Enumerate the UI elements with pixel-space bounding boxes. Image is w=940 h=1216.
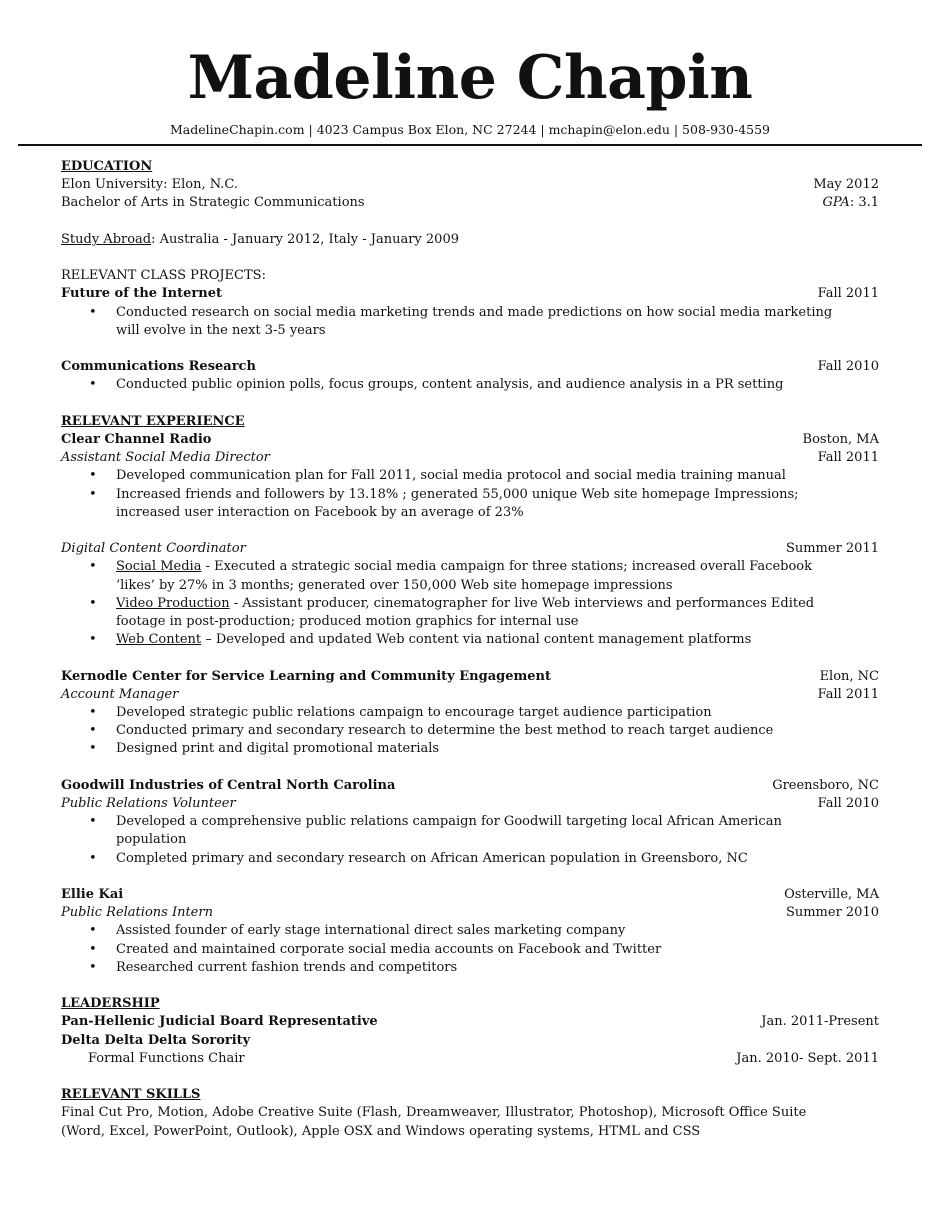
bullet-item: • Designed print and digital promotional materials [116,740,841,758]
leadership-row [61,1013,879,1031]
bullet-item: • Created and maintained corporate social media accounts on Facebook and Twitter [116,941,841,959]
job-role: Digital Content Coordinator [61,541,246,557]
job-role-row [61,904,879,922]
project-row [61,285,879,303]
education-heading: EDUCATION [61,159,153,174]
school-name: Elon University: Elon, N.C. [61,177,239,193]
leadership-row [61,1050,879,1068]
leadership-date: Jan. 2010- Sept. 2011 [736,1050,879,1066]
leadership-role: Pan-Hellenic Judicial Board Representative [61,1014,378,1030]
bullet-text: - Executed a strategic social media campaign for three stations; increased overall Facebook ‘likes’ by 27% in 3 months; generated over 150,000 Web site homepage impressions [116,559,812,593]
header-divider [18,144,922,146]
bullet-label: Social Media [116,559,202,575]
bullet-item [116,631,841,649]
gpa-label: GPA [822,195,850,211]
skills-heading: RELEVANT SKILLS [61,1087,201,1103]
job-role: Assistant Social Media Director [61,450,270,466]
job-org: Clear Channel Radio [61,431,212,447]
job-location: Greensboro, NC [772,777,879,793]
job-role: Account Manager [61,686,179,702]
job-role-row [61,686,879,704]
job-location: Elon, NC [819,668,879,684]
job-org: Goodwill Industries of Central North Carolina [61,777,396,793]
job-date: Summer 2011 [785,541,879,557]
education-section [61,158,879,395]
job-role: Public Relations Volunteer [61,796,236,811]
job-bullets [61,704,841,759]
leadership-heading: LEADERSHIP [61,996,160,1012]
skills-section [61,1086,879,1141]
bullet-item: • Developed communication plan for Fall 2011, social media protocol and social media training manual [116,467,841,485]
job-date: Summer 2010 [785,905,879,921]
job-bullets [61,467,841,522]
experience-section [61,413,879,977]
skills-text: Final Cut Pro, Motion, Adobe Creative Suite (Flash, Dreamweaver, Illustrator, Photoshop), Microsoft Office Suite (Word, Excel, PowerPoint, Outlook), Apple OSX and Windows operating systems, HTML and CSS [61,1105,807,1139]
bullet-item: • Increased friends and followers by 13.18% ; generated 55,000 unique Web site homepage Impressions; increased user interaction on Facebook by an average of 23% [116,486,841,522]
resume-name: Madeline Chapin [187,43,753,113]
job-role-row [61,449,879,467]
project-title: Future of the Internet [61,286,222,302]
project-date: Fall 2010 [817,359,879,375]
job-org-row [61,431,879,449]
bullet-item: • Assisted founder of early stage international direct sales marketing company [116,922,841,940]
bullet-item: • Researched current fashion trends and competitors [116,959,841,977]
gpa [822,194,879,212]
project-bullets [61,304,841,340]
contact-line: MadelineChapin.com | 4023 Campus Box Elon, NC 27244 | mchapin@elon.edu | 508-930-4559 [169,122,771,137]
project-title: Communications Research [61,359,256,375]
job-org-row [61,668,879,686]
study-abroad-value: : Australia - January 2012, Italy - January 2009 [151,231,459,247]
bullet-label: Web Content [116,632,202,648]
job-location: Osterville, MA [784,887,879,902]
gpa-value: : 3.1 [849,195,879,211]
job-date: Fall 2011 [817,450,879,466]
degree: Bachelor of Arts in Strategic Communications [61,195,365,211]
bullet-label: Video Production [116,595,230,611]
bullet-text: - Assistant producer, cinematographer for live Web interviews and performances Edited footage in post-production; produced motion graphics for internal use [116,595,815,629]
job-date: Fall 2010 [817,796,879,811]
bullet-item: • Completed primary and secondary research on African American population in Greensboro, NC [116,850,841,868]
job-location: Boston, MA [802,431,879,447]
leadership-org: Delta Delta Delta Sorority [61,1032,251,1048]
job-org-row [61,886,879,904]
job-org: Kernodle Center for Service Learning and Community Engagement [61,668,551,684]
project-bullets [61,376,841,394]
bullet-item: • Conducted research on social media marketing trends and made predictions on how social media marketing will evolve in the next 3-5 years [116,304,841,340]
experience-heading: RELEVANT EXPERIENCE [61,413,245,429]
job-role-row [61,540,879,558]
graduation-date: May 2012 [813,177,879,193]
projects-heading: RELEVANT CLASS PROJECTS: [61,268,266,284]
education-school-row [61,176,879,194]
leadership-section [61,995,879,1068]
bullet-item: • Conducted public opinion polls, focus groups, content analysis, and audience analysis in a PR setting [116,376,841,394]
project-row [61,358,879,376]
bullet-text: – Developed and updated Web content via national content management platforms [201,632,752,648]
job-date: Fall 2011 [817,686,879,702]
study-abroad [61,231,879,249]
bullet-item: • Developed a comprehensive public relations campaign for Goodwill targeting local African American population [116,813,841,849]
study-abroad-label: Study Abroad [61,231,152,247]
resume-body [61,158,879,1141]
job-bullets [61,813,841,868]
education-degree-row [61,194,879,212]
bullet-item: • Developed strategic public relations campaign to encourage target audience participation [116,704,841,722]
job-bullets [61,558,841,649]
job-role-row [61,795,879,813]
leadership-date: Jan. 2011-Present [761,1014,879,1030]
job-org: Ellie Kai [61,887,124,902]
bullet-item [116,558,841,594]
job-org-row [61,777,879,795]
bullet-item [116,595,841,631]
job-role: Public Relations Intern [61,905,213,921]
project-date: Fall 2011 [817,286,879,302]
job-bullets [61,922,841,977]
leadership-role: Formal Functions Chair [88,1050,245,1066]
bullet-item: • Conducted primary and secondary research to determine the best method to reach target audience [116,722,841,740]
